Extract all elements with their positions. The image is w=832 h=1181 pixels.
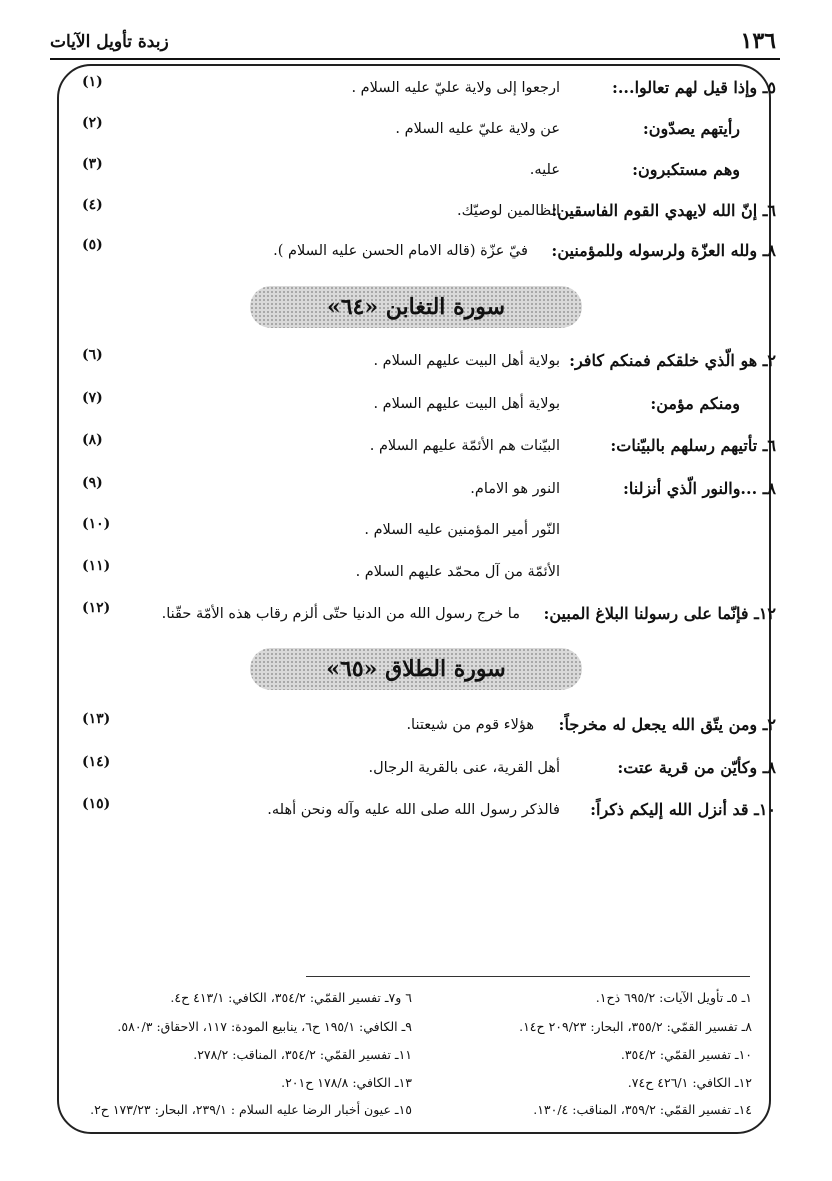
- verse-lead: ٦ـ إنّ الله لايهدي القوم الفاسقين:: [551, 201, 776, 220]
- verse-explanation: بولاية أهل البيت عليهم السلام .: [373, 353, 560, 369]
- verse-explanation: هؤلاء قوم من شيعتنا.: [406, 717, 534, 733]
- verse-explanation: عليه.: [529, 162, 560, 178]
- verse-entry: [80, 479, 776, 507]
- note-number: (١١): [82, 558, 111, 574]
- note-number: (١٤): [82, 754, 111, 770]
- verse-entry: [80, 715, 776, 743]
- note-number: (١٢): [82, 600, 111, 616]
- verse-lead: ٨ـ ...والنور الّذي أنزلنا:: [622, 479, 776, 498]
- footnote-rule: [306, 976, 750, 977]
- verse-explanation: الظالمين لوصيّك.: [456, 203, 560, 219]
- verse-explanation: ارجعوا إلى ولاية عليّ عليه السلام .: [351, 80, 560, 96]
- verse-explanation: البيّنات هم الأئمّة عليهم السلام .: [369, 438, 560, 454]
- footnote: ١٥ـ عيون أخبار الرضا عليه السلام : ٢٣٩/١، البحار: ١٧٣/٢٣ ح٢.: [90, 1102, 412, 1117]
- footnote: ١٢ـ الكافي: ٤٢٦/١ ح٧٤.: [627, 1075, 752, 1090]
- verse-entry: [80, 119, 776, 147]
- note-number: (٢): [82, 115, 103, 131]
- verse-explanation: فيّ عزّة (قاله الامام الحسن عليه السلام ).: [273, 243, 528, 259]
- verse-lead: ومنكم مؤمن:: [650, 394, 740, 413]
- footnote: ١٣ـ الكافي: ١٧٨/٨ ح٢٠١.: [281, 1075, 412, 1090]
- verse-explanation: ما خرج رسول الله من الدنيا حتّى ألزم رقاب هذه الأمّة حقّنا.: [161, 606, 520, 622]
- verse-lead: ١٠ـ قد أنزل الله إليكم ذكراً:: [590, 800, 776, 819]
- footnote: ٩ـ الكافي: ١٩٥/١ ح٦، ينابيع المودة: ١١٧، الاحقاق: ٥٨٠/٣.: [117, 1019, 412, 1034]
- verse-lead: ٢ـ هو الّذي خلقكم فمنكم كافر:: [569, 351, 776, 370]
- note-number: (٤): [82, 197, 103, 213]
- verse-lead: رأيتهم يصدّون:: [642, 119, 740, 138]
- note-number: (٣): [82, 156, 103, 172]
- verse-entry: [80, 78, 776, 106]
- note-number: (١٣): [82, 711, 111, 727]
- verse-entry: [80, 241, 776, 269]
- verse-entry: [80, 436, 776, 464]
- verse-explanation: عن ولاية عليّ عليه السلام .: [395, 121, 560, 137]
- header-rule: [50, 58, 780, 60]
- verse-entry: [80, 800, 776, 828]
- surah-heading: سورة الطلاق «٦٥»: [250, 648, 582, 690]
- verse-explanation: النّور أمير المؤمنين عليه السلام .: [364, 522, 560, 538]
- verse-lead: ٢ـ ومن يتّق الله يجعل له مخرجاً:: [558, 715, 776, 734]
- footnote: ١٤ـ تفسير القمّي: ٣٥٩/٢، المناقب: ١٣٠/٤.: [533, 1102, 752, 1117]
- verse-lead: وهم مستكبرون:: [632, 160, 740, 179]
- verse-entry: [80, 351, 776, 379]
- note-number: (٧): [82, 390, 103, 406]
- verse-explanation: الأئمّة من آل محمّد عليهم السلام .: [355, 564, 560, 580]
- note-number: (٦): [82, 347, 103, 363]
- note-number: (١): [82, 74, 103, 90]
- verse-lead: ١٢ـ فإنّما على رسولنا البلاغ المبين:: [543, 604, 776, 623]
- verse-entry: [80, 520, 776, 548]
- verse-lead: ٨ـ وكأيّن من قرية عتت:: [617, 758, 776, 777]
- footnote: ٦ و٧ـ تفسير القمّي: ٣٥٤/٢، الكافي: ٤١٣/١ ح٤.: [170, 990, 412, 1005]
- page-header: [50, 28, 776, 58]
- note-number: (١٠): [82, 516, 111, 532]
- verse-lead: ٥ـ وإذا قيل لهم تعالوا...:: [611, 78, 776, 97]
- verse-explanation: بولاية أهل البيت عليهم السلام .: [373, 396, 560, 412]
- note-number: (٥): [82, 237, 103, 253]
- verse-entry: [80, 160, 776, 188]
- verse-explanation: النور هو الامام.: [470, 481, 560, 497]
- note-number: (٨): [82, 432, 103, 448]
- note-number: (١٥): [82, 796, 111, 812]
- book-title: زبدة تأويل الآيات: [50, 32, 169, 52]
- verse-entry: [80, 201, 776, 229]
- note-number: (٩): [82, 475, 103, 491]
- footnote: ١ـ ٥ـ تأويل الآيات: ٦٩٥/٢ ذح١.: [595, 990, 752, 1005]
- verse-explanation: فالذكر رسول الله صلى الله عليه وآله ونحن أهله.: [267, 802, 560, 818]
- footnote: ٨ـ تفسير القمّي: ٣٥٥/٢، البحار: ٢٠٩/٢٣ ح١٤.: [519, 1019, 752, 1034]
- footnote: ١٠ـ تفسير القمّي: ٣٥٤/٢.: [620, 1047, 752, 1062]
- verse-entry: [80, 562, 776, 590]
- verse-entry: [80, 604, 776, 632]
- verse-explanation: أهل القرية، عنى بالقرية الرجال.: [368, 760, 560, 776]
- verse-entry: [80, 758, 776, 786]
- verse-lead: ٦ـ تأتيهم رسلهم بالبيّنات:: [610, 436, 776, 455]
- footnote: ١١ـ تفسير القمّي: ٣٥٤/٢، المناقب: ٢٧٨/٢.: [193, 1047, 412, 1062]
- surah-heading: سورة التغابن «٦٤»: [250, 286, 582, 328]
- verse-entry: [80, 394, 776, 422]
- verse-lead: ٨ـ ولله العزّة ولرسوله وللمؤمنين:: [551, 241, 776, 260]
- page-number: ١٣٦: [740, 28, 776, 54]
